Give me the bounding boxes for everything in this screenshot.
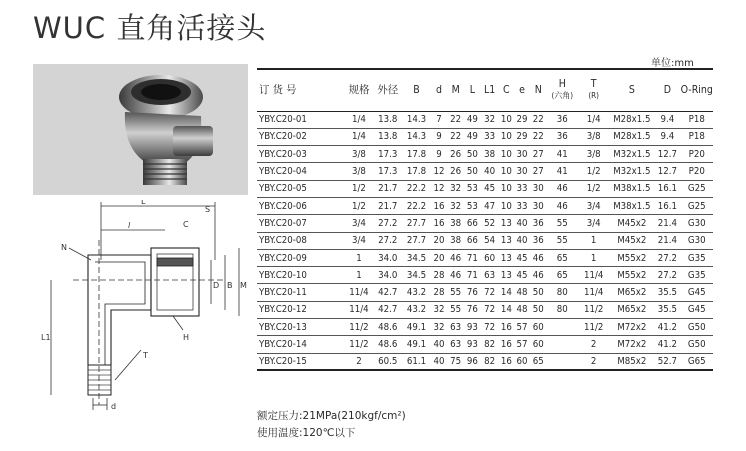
table-cell: P18 [680, 128, 713, 145]
table-cell: 10 [499, 146, 515, 163]
table-cell: 10 [499, 128, 515, 145]
table-cell: 53 [464, 197, 481, 214]
table-cell: 42.7 [373, 284, 402, 301]
table-cell: 9 [431, 128, 448, 145]
table-cell: 38 [481, 146, 499, 163]
table-cell: 80 [547, 301, 578, 318]
table-cell: 46 [547, 197, 578, 214]
table-cell: 28 [431, 284, 448, 301]
table-cell: 57 [514, 336, 530, 353]
table-cell: 63 [447, 336, 464, 353]
header-cell: N [530, 69, 547, 111]
table-cell: 47 [481, 197, 499, 214]
table-row [257, 215, 713, 232]
table-cell: 36 [547, 111, 578, 128]
table-cell: 21.7 [373, 197, 402, 214]
table-cell: 3/8 [345, 146, 373, 163]
rated-pressure-note: 额定压力:21MPa(210kgf/cm²) [257, 410, 406, 422]
table-cell: 40 [431, 353, 448, 370]
table-cell: 46 [447, 249, 464, 266]
product-photo [33, 64, 248, 195]
table-cell: YBY.C20-03 [257, 146, 345, 163]
table-row [257, 336, 713, 353]
header-cell: d [431, 69, 448, 111]
table-cell: 50 [464, 163, 481, 180]
table-cell: 12 [431, 163, 448, 180]
table-cell: M72x2 [609, 336, 654, 353]
label-N: N [61, 243, 67, 252]
table-cell: 1 [578, 232, 609, 249]
table-cell: 16 [431, 197, 448, 214]
header-label: H [558, 78, 566, 91]
table-cell: YBY.C20-04 [257, 163, 345, 180]
table-cell: M45x2 [609, 215, 654, 232]
table-cell: 27 [530, 146, 547, 163]
table-cell: 13.8 [373, 128, 402, 145]
spec-table-container [257, 68, 713, 371]
table-cell: 46 [547, 180, 578, 197]
table-cell: 9 [431, 146, 448, 163]
table-cell: YBY.C20-13 [257, 319, 345, 336]
table-cell: YBY.C20-08 [257, 232, 345, 249]
table-cell: M45x2 [609, 232, 654, 249]
table-cell: 50 [530, 284, 547, 301]
table-cell: 46 [530, 267, 547, 284]
table-cell: 60 [514, 353, 530, 370]
table-cell: 9.4 [654, 128, 680, 145]
table-cell: 2 [345, 353, 373, 370]
table-cell: G45 [680, 301, 713, 318]
table-cell [547, 336, 578, 353]
table-cell: 50 [530, 301, 547, 318]
table-cell: 41.2 [654, 319, 680, 336]
header-cell: B [402, 69, 430, 111]
header-cell-T [578, 69, 609, 111]
table-cell: 63 [447, 319, 464, 336]
table-cell: 34.0 [373, 267, 402, 284]
table-cell: 65 [547, 267, 578, 284]
table-cell: 29 [514, 111, 530, 128]
table-cell: 22 [530, 128, 547, 145]
table-cell: 33 [514, 180, 530, 197]
table-cell: 61.1 [402, 353, 430, 370]
label-M: M [240, 281, 247, 290]
table-cell: 49 [464, 128, 481, 145]
table-cell: 34.5 [402, 267, 430, 284]
table-cell: 36 [530, 232, 547, 249]
table-cell: 11/4 [345, 284, 373, 301]
table-cell: 1/4 [345, 111, 373, 128]
table-cell: 1/2 [345, 197, 373, 214]
label-C: C [183, 220, 189, 229]
table-cell: P18 [680, 111, 713, 128]
table-cell: 11/2 [345, 336, 373, 353]
table-cell: 10 [499, 197, 515, 214]
table-cell: 72 [481, 319, 499, 336]
table-cell: 27.7 [402, 232, 430, 249]
table-cell: 30 [530, 180, 547, 197]
table-cell: 46 [447, 267, 464, 284]
header-cell: D [654, 69, 680, 111]
header-cell-H [547, 69, 578, 111]
table-cell: 71 [464, 267, 481, 284]
table-cell [547, 319, 578, 336]
table-cell: 30 [530, 197, 547, 214]
label-B: B [227, 281, 233, 290]
table-cell: 60 [481, 249, 499, 266]
table-cell: 11/4 [578, 267, 609, 284]
table-row [257, 232, 713, 249]
table-cell: 21.7 [373, 180, 402, 197]
table-cell: YBY.C20-10 [257, 267, 345, 284]
table-cell: 43.2 [402, 301, 430, 318]
table-cell: M38x1.5 [609, 180, 654, 197]
table-cell: G35 [680, 267, 713, 284]
table-cell: 54 [481, 232, 499, 249]
table-cell: 45 [514, 267, 530, 284]
table-cell: 12 [431, 180, 448, 197]
table-cell: 3/8 [578, 128, 609, 145]
header-cell: O-Ring [680, 69, 713, 111]
header-sub: (R) [588, 91, 599, 101]
table-cell: G30 [680, 215, 713, 232]
table-cell: 1 [578, 249, 609, 266]
table-row [257, 267, 713, 284]
header-cell: C [499, 69, 515, 111]
table-cell: 96 [464, 353, 481, 370]
table-cell: 1/4 [345, 128, 373, 145]
temperature-note: 使用温度:120℃以下 [257, 427, 356, 439]
table-cell: 9.4 [654, 111, 680, 128]
table-cell: 22 [530, 111, 547, 128]
label-S: S [205, 205, 211, 214]
table-cell: 13 [499, 267, 515, 284]
technical-drawing [33, 200, 248, 425]
table-cell: 55 [547, 232, 578, 249]
spec-table [257, 68, 713, 371]
table-cell: 16 [431, 215, 448, 232]
table-cell: M38x1.5 [609, 197, 654, 214]
table-cell: P20 [680, 163, 713, 180]
table-row [257, 111, 713, 128]
table-cell: M28x1.5 [609, 111, 654, 128]
table-cell: 27 [530, 163, 547, 180]
table-cell: 20 [431, 232, 448, 249]
header-cell: L1 [481, 69, 499, 111]
label-L: L [141, 200, 146, 206]
table-cell: 11/2 [345, 319, 373, 336]
table-cell: G35 [680, 249, 713, 266]
label-T: T [143, 351, 148, 360]
table-row [257, 249, 713, 266]
table-cell: 32 [447, 180, 464, 197]
table-cell: 13.8 [373, 111, 402, 128]
table-cell: 57 [514, 319, 530, 336]
table-cell: 27.2 [373, 215, 402, 232]
table-cell: 55 [447, 301, 464, 318]
table-cell: 76 [464, 284, 481, 301]
table-cell: 35.5 [654, 301, 680, 318]
table-body [257, 111, 713, 370]
label-L1: L1 [41, 333, 51, 342]
table-cell: 60.5 [373, 353, 402, 370]
table-row [257, 319, 713, 336]
table-cell: 1/4 [578, 111, 609, 128]
table-cell: 27.2 [654, 267, 680, 284]
table-cell: 3/4 [578, 197, 609, 214]
table-cell: 11/2 [578, 301, 609, 318]
label-H: H [183, 333, 190, 342]
table-cell: 26 [447, 163, 464, 180]
table-cell: 82 [481, 353, 499, 370]
table-row [257, 301, 713, 318]
table-cell: 10 [499, 111, 515, 128]
elbow-fitting-image [33, 64, 248, 195]
table-cell: 46 [530, 249, 547, 266]
table-cell: 55 [447, 284, 464, 301]
table-cell: YBY.C20-15 [257, 353, 345, 370]
table-cell: YBY.C20-02 [257, 128, 345, 145]
header-label: T [590, 78, 597, 91]
table-cell: 48 [514, 301, 530, 318]
label-d: d [111, 402, 117, 411]
table-cell: 3/4 [345, 232, 373, 249]
table-cell: 11/4 [345, 301, 373, 318]
table-cell: 40 [514, 232, 530, 249]
table-cell: 17.8 [402, 163, 430, 180]
table-cell: 3/4 [578, 215, 609, 232]
table-cell: 22 [447, 128, 464, 145]
table-cell: 48.6 [373, 336, 402, 353]
table-cell: 1 [345, 267, 373, 284]
table-cell: M32x1.5 [609, 163, 654, 180]
table-cell: 21.4 [654, 215, 680, 232]
label-l: l [128, 221, 131, 230]
table-cell: 16.1 [654, 180, 680, 197]
table-cell: 22 [447, 111, 464, 128]
table-cell: 50 [464, 146, 481, 163]
table-row [257, 197, 713, 214]
table-cell: 48.6 [373, 319, 402, 336]
table-cell: 22.2 [402, 197, 430, 214]
table-row [257, 128, 713, 145]
header-cell: 规格 [345, 69, 373, 111]
table-cell: 49.1 [402, 319, 430, 336]
table-cell: 38 [447, 215, 464, 232]
table-cell: 66 [464, 215, 481, 232]
table-cell: 3/4 [345, 215, 373, 232]
table-cell: 10 [499, 163, 515, 180]
table-cell: G50 [680, 319, 713, 336]
table-cell: 60 [530, 336, 547, 353]
table-cell: 93 [464, 336, 481, 353]
table-cell: 45 [514, 249, 530, 266]
table-cell: 80 [547, 284, 578, 301]
table-cell: 27.2 [654, 249, 680, 266]
table-cell: 7 [431, 111, 448, 128]
table-cell: G25 [680, 180, 713, 197]
table-row [257, 146, 713, 163]
table-cell: 43.2 [402, 284, 430, 301]
header-cell: L [464, 69, 481, 111]
table-cell: 1/2 [345, 180, 373, 197]
table-cell: 13 [499, 249, 515, 266]
table-cell: 40 [514, 215, 530, 232]
table-cell: 72 [481, 301, 499, 318]
table-cell: 2 [578, 336, 609, 353]
table-cell: 14 [499, 284, 515, 301]
table-cell: 14.3 [402, 128, 430, 145]
table-cell: G65 [680, 353, 713, 370]
table-cell: 11/2 [578, 319, 609, 336]
table-cell: 33 [514, 197, 530, 214]
header-cell: M [447, 69, 464, 111]
header-row [257, 69, 713, 111]
table-cell: 35.5 [654, 284, 680, 301]
header-cell: S [609, 69, 654, 111]
table-cell: 40 [481, 163, 499, 180]
table-cell: 41 [547, 146, 578, 163]
table-cell: 55 [547, 215, 578, 232]
table-cell: 10 [499, 180, 515, 197]
table-cell: YBY.C20-09 [257, 249, 345, 266]
table-cell: 2 [578, 353, 609, 370]
table-cell: 42.7 [373, 301, 402, 318]
label-D: D [213, 281, 220, 290]
table-cell: 66 [464, 232, 481, 249]
table-cell: G45 [680, 284, 713, 301]
table-cell: YBY.C20-14 [257, 336, 345, 353]
table-cell: 32 [447, 197, 464, 214]
table-cell: 17.8 [402, 146, 430, 163]
table-cell: 12.7 [654, 146, 680, 163]
table-cell: G25 [680, 197, 713, 214]
table-cell: 26 [447, 146, 464, 163]
footer-notes [257, 408, 406, 442]
unit-label: 单位:mm [651, 58, 694, 69]
table-cell: 14 [499, 301, 515, 318]
table-cell: 14.3 [402, 111, 430, 128]
table-cell: 1 [345, 249, 373, 266]
table-cell: 32 [431, 319, 448, 336]
table-cell: M65x2 [609, 301, 654, 318]
table-cell: P20 [680, 146, 713, 163]
table-cell: 3/8 [345, 163, 373, 180]
table-cell: 34.0 [373, 249, 402, 266]
table-cell: 27.2 [373, 232, 402, 249]
table-cell: 48 [514, 284, 530, 301]
table-cell: 32 [431, 301, 448, 318]
table-row [257, 353, 713, 370]
table-cell: 93 [464, 319, 481, 336]
table-cell: YBY.C20-07 [257, 215, 345, 232]
table-cell: 12.7 [654, 163, 680, 180]
table-cell: M65x2 [609, 284, 654, 301]
table-cell: 38 [447, 232, 464, 249]
header-cell: 订 货 号 [257, 69, 345, 111]
table-cell: YBY.C20-01 [257, 111, 345, 128]
table-cell: 72 [481, 284, 499, 301]
table-cell: 33 [481, 128, 499, 145]
table-cell: M85x2 [609, 353, 654, 370]
table-cell [547, 353, 578, 370]
table-cell: 32 [481, 111, 499, 128]
page-title: WUC 直角活接头 [33, 11, 267, 45]
table-cell: 21.4 [654, 232, 680, 249]
table-cell: 41.2 [654, 336, 680, 353]
table-cell: M55x2 [609, 267, 654, 284]
table-cell: 63 [481, 267, 499, 284]
table-cell: YBY.C20-11 [257, 284, 345, 301]
table-cell: 76 [464, 301, 481, 318]
table-cell: G30 [680, 232, 713, 249]
table-cell: 11/4 [578, 284, 609, 301]
table-cell: 53 [464, 180, 481, 197]
table-cell: 16.1 [654, 197, 680, 214]
table-cell: M55x2 [609, 249, 654, 266]
table-cell: 65 [547, 249, 578, 266]
table-cell: 28 [431, 267, 448, 284]
table-cell: 36 [530, 215, 547, 232]
table-cell: 40 [431, 336, 448, 353]
table-cell: 29 [514, 128, 530, 145]
table-cell: 49.1 [402, 336, 430, 353]
table-cell: M28x1.5 [609, 128, 654, 145]
table-cell: YBY.C20-05 [257, 180, 345, 197]
table-cell: 3/8 [578, 146, 609, 163]
table-cell: G50 [680, 336, 713, 353]
table-cell: 52.7 [654, 353, 680, 370]
table-cell: 17.3 [373, 146, 402, 163]
table-cell: 65 [530, 353, 547, 370]
table-cell: 34.5 [402, 249, 430, 266]
table-cell: YBY.C20-06 [257, 197, 345, 214]
table-cell: 30 [514, 146, 530, 163]
table-cell: 20 [431, 249, 448, 266]
table-cell: 71 [464, 249, 481, 266]
table-cell: 49 [464, 111, 481, 128]
table-cell: 17.3 [373, 163, 402, 180]
table-cell: YBY.C20-12 [257, 301, 345, 318]
table-cell: 36 [547, 128, 578, 145]
table-cell: 45 [481, 180, 499, 197]
header-cell: 外径 [373, 69, 402, 111]
table-cell: 27.7 [402, 215, 430, 232]
table-cell: 13 [499, 232, 515, 249]
table-cell: M32x1.5 [609, 146, 654, 163]
table-cell: 75 [447, 353, 464, 370]
table-cell: 16 [499, 336, 515, 353]
table-row [257, 284, 713, 301]
table-row [257, 163, 713, 180]
table-row [257, 180, 713, 197]
table-cell: 16 [499, 319, 515, 336]
table-cell: 22.2 [402, 180, 430, 197]
table-cell: 82 [481, 336, 499, 353]
header-sub: (六角) [551, 91, 574, 101]
table-cell: 41 [547, 163, 578, 180]
table-cell: 1/2 [578, 163, 609, 180]
table-cell: 13 [499, 215, 515, 232]
table-cell: 60 [530, 319, 547, 336]
table-cell: 30 [514, 163, 530, 180]
table-cell: M72x2 [609, 319, 654, 336]
table-cell: 1/2 [578, 180, 609, 197]
table-cell: 16 [499, 353, 515, 370]
table-cell: 52 [481, 215, 499, 232]
header-cell: e [514, 69, 530, 111]
